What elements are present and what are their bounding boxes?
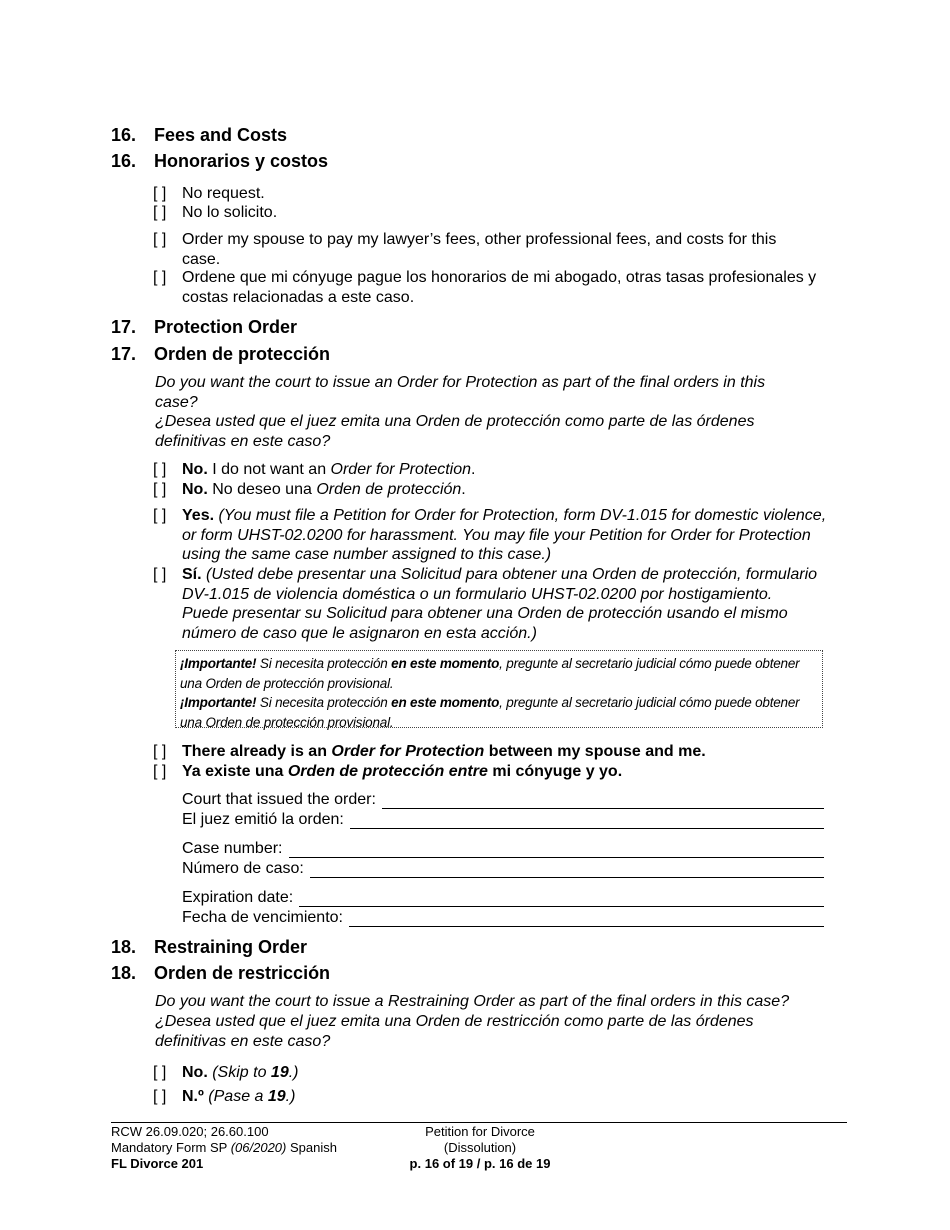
expiration-date-field-es[interactable]: Fecha de vencimiento:	[182, 908, 824, 927]
court-issued-field-es[interactable]: El juez emitió la orden:	[182, 810, 824, 829]
case-number-field-es[interactable]: Número de caso:	[182, 859, 824, 878]
restraining-no-option-es[interactable]: [ ] N.º (Pase a 19.)	[153, 1088, 296, 1105]
checkbox[interactable]: [ ]	[153, 269, 167, 286]
checkbox[interactable]: [ ]	[153, 1064, 167, 1081]
important-notice-1: ¡Importante! Si necesita protección en este momento, pregunte al secretario judicial cómo puede obtener una Orden de protección provisional.	[180, 656, 800, 691]
checkbox[interactable]: [ ]	[153, 1088, 167, 1105]
existing-order-option-es[interactable]: [ ] Ya existe una Orden de protección entre mi cónyuge y yo.	[153, 763, 623, 780]
protection-question-en: Do you want the court to issue an Order for Protection as part of the final orders in this case?	[155, 374, 766, 411]
footer-center: Petition for Divorce (Dissolution) p. 16 of 19 / p. 16 de 19	[409, 1124, 551, 1171]
footer-left: RCW 26.09.020; 26.60.100 Mandatory Form SP (06/2020) Spanish FL Divorce 201	[111, 1124, 337, 1171]
protection-yes-option-es[interactable]: [ ] Sí. (Usted debe presentar una Solicitud para obtener una Orden de protección, formulario DV-1.015 de violencia doméstica o un formulario UHST-02.0200 por hostigamiento. Puede presentar su Solicitud para obtener una Orden de protección usando el mismo número de caso que le asignaron en esta acción.)	[153, 566, 818, 642]
court-issued-field-en[interactable]: Court that issued the order:	[182, 790, 824, 809]
protection-yes-option-en[interactable]: [ ] Yes. (You must file a Petition for Order for Protection, form DV-1.015 for domestic violence, or form UHST-02.0200 for harassment. You may file your Petition for Order for Protection using the same case number assigned to this case.)	[153, 507, 827, 563]
existing-order-option-en[interactable]: [ ] There already is an Order for Protection between my spouse and me.	[153, 743, 706, 760]
protection-no-option-en[interactable]: [ ] No. I do not want an Order for Protection.	[153, 461, 476, 478]
expiration-date-input-line[interactable]	[299, 891, 824, 907]
expiration-date-field-en[interactable]: Expiration date:	[182, 888, 824, 907]
section-17-heading-es: 17. Orden de protección	[111, 344, 331, 364]
fees-order-spouse-option-en[interactable]: [ ] Order my spouse to pay my lawyer’s fees, other professional fees, and costs for this case.	[153, 231, 777, 268]
restraining-question-es: ¿Desea usted que el juez emita una Orden de restricción como parte de las órdenes definitivas en este caso?	[155, 1013, 754, 1050]
section-18-heading-en: 18. Restraining Order	[111, 937, 308, 957]
section-18-heading-es: 18. Orden de restricción	[111, 963, 331, 983]
checkbox[interactable]: [ ]	[153, 204, 167, 221]
section-16-heading-en: 16. Fees and Costs	[111, 125, 288, 145]
important-notice-2: ¡Importante! Si necesita protección en este momento, pregunte al secretario judicial cómo puede obtener una Orden de protección provisional.	[180, 695, 800, 730]
restraining-question-en: Do you want the court to issue a Restraining Order as part of the final orders in this case?	[155, 993, 790, 1010]
checkbox[interactable]: [ ]	[153, 231, 167, 248]
protection-no-option-es[interactable]: [ ] No. No deseo una Orden de protección.	[153, 481, 466, 498]
footer-divider	[111, 1122, 847, 1123]
expiration-date-input-line-es[interactable]	[349, 911, 824, 927]
checkbox[interactable]: [ ]	[153, 507, 167, 524]
section-16-heading-es: 16. Honorarios y costos	[111, 151, 329, 171]
fees-order-spouse-option-es[interactable]: [ ] Ordene que mi cónyuge pague los honorarios de mi abogado, otras tasas profesionales y costas relacionadas a este caso.	[153, 269, 817, 306]
checkbox[interactable]: [ ]	[153, 743, 167, 760]
checkbox[interactable]: [ ]	[153, 566, 167, 583]
checkbox[interactable]: [ ]	[153, 185, 167, 202]
important-notice-box	[175, 650, 823, 728]
case-number-input-line-es[interactable]	[310, 862, 824, 878]
checkbox[interactable]: [ ]	[153, 461, 167, 478]
court-issued-input-line-es[interactable]	[350, 813, 824, 829]
fees-no-request-option-en[interactable]: [ ] No request.	[153, 185, 265, 202]
court-issued-input-line[interactable]	[382, 793, 824, 809]
section-17-heading-en: 17. Protection Order	[111, 317, 298, 337]
case-number-field-en[interactable]: Case number:	[182, 839, 824, 858]
case-number-input-line[interactable]	[289, 842, 825, 858]
protection-question-es: ¿Desea usted que el juez emita una Orden de protección como parte de las órdenes definitivas en este caso?	[155, 413, 755, 450]
checkbox[interactable]: [ ]	[153, 763, 167, 780]
checkbox[interactable]: [ ]	[153, 481, 167, 498]
restraining-no-option-en[interactable]: [ ] No. (Skip to 19.)	[153, 1064, 299, 1081]
fees-no-request-option-es[interactable]: [ ] No lo solicito.	[153, 204, 278, 221]
